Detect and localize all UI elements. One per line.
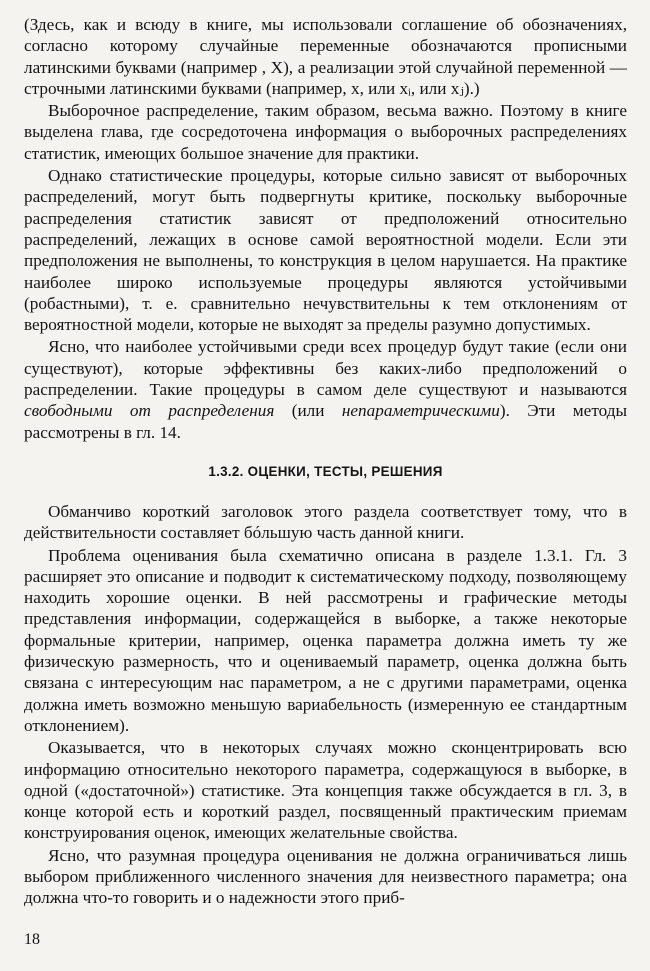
distribution-free-text-1: Ясно, что наиболее устойчивыми среди всех процедур будут такие (если они существуют), которые эффективны без каких-либо предположений о распределении. Такие процедуры в самом деле существуют и называются <box>24 337 627 400</box>
distribution-free-text-3: ). Эти методы рассмотрены в гл. 14. <box>24 401 627 442</box>
nonparametric-term: непараметрическими <box>341 401 500 421</box>
paragraph-reliability: Ясно, что разумная процедура оценивания не должна ограничиваться лишь выбором приближенного численного значения для неизвестного параметра; она должна что-то говорить и о надежности этого приб- <box>24 845 627 908</box>
paragraph-distribution-free <box>24 336 627 442</box>
paragraph-estimation-problem: Проблема оценивания была схематично описана в разделе 1.3.1. Гл. 3 расширяет это описание и подводит к систематическому подходу, позволяющему находить хорошие оценки. В ней рассмотрены и графические методы представления информации, содержащейся в выборке, а также некоторые формальные критерии, например, оценка параметра должна иметь ту же физическую размерность, что и оцениваемый параметр, оценка должна быть связана с интересующим нас параметром, а не с другими параметрами, оценка должна иметь возможно меньшую вариабельность (измеренную ее стандартным отклонением). <box>24 545 627 735</box>
section-heading: 1.3.2. ОЦЕНКИ, ТЕСТЫ, РЕШЕНИЯ <box>208 463 443 479</box>
page-number: 18 <box>24 931 40 948</box>
distribution-free-text-2: (или <box>274 401 342 421</box>
distribution-free-term: свободными от распределения <box>24 401 275 421</box>
paragraph-robustness: Однако статистические процедуры, которые сильно зависят от выборочных распределений, могут быть подвергнуты критике, поскольку выборочные распределения статистик зависят от предположений относительно распределений, лежащих в основе самой вероятностной модели. Если эти предположения не выполнены, то конструкция в целом нарушается. На практике наиболее широко используемые процедуры являются устойчивыми (робастными), т. е. сравнительно нечувствительны к тем отклонениям от вероятностной модели, которые не выходят за пределы разумно допустимых. <box>24 166 627 335</box>
paragraph-sufficient-statistic: Оказывается, что в некоторых случаях можно сконцентрировать всю информацию относительно некоторого параметра, содержащуюся в выборке, в одной («достаточной») статистике. Эта концепция также обсуждается в гл. 3, в конце которой есть и короткий раздел, посвященный практическим приемам конструирования оценок, имеющих желательные свойства. <box>24 738 627 843</box>
paragraph-section-intro: Обманчиво короткий заголовок этого раздела соответствует тому, что в действительности составляет бóльшую часть данной книги. <box>24 501 627 543</box>
body-text <box>24 14 627 910</box>
paragraph-sampling-importance: Выборочное распределение, таким образом, весьма важно. Поэтому в книге выделена глава, где сосредоточена информация о выборочных распределениях статистик, имеющих большое значение для практики. <box>24 101 627 163</box>
paragraph-notation-note: (Здесь, как и всюду в книге, мы использовали соглашение об обозначениях, согласно которому случайные переменные обозначаются прописными латинскими буквами (например , X), а реализации этой случайной переменной — строчными латинскими буквами (например, x, или xᵢ, или xⱼ).) <box>24 15 627 98</box>
